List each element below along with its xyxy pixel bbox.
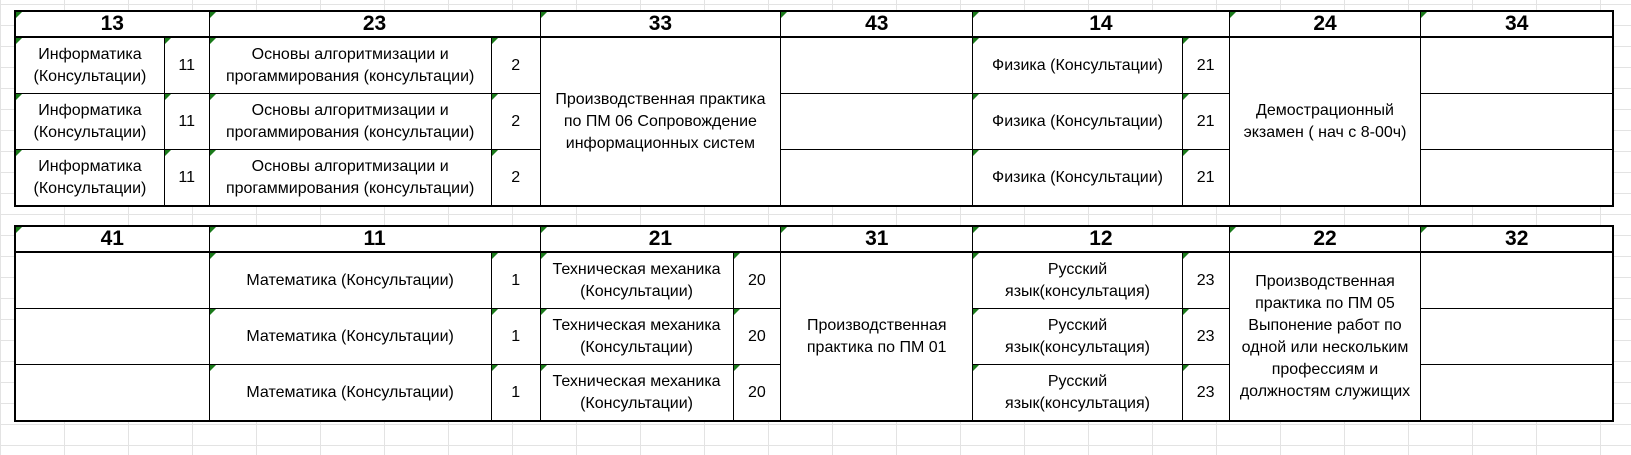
cell-comment-marker	[492, 365, 498, 371]
subject-cell[interactable]: Физика (Консультации)	[973, 150, 1183, 207]
cell-comment-marker	[973, 12, 979, 18]
cell-comment-marker	[210, 227, 216, 233]
empty-cell[interactable]	[1421, 365, 1613, 422]
cell-comment-marker	[541, 12, 547, 18]
cell-comment-marker	[734, 309, 740, 315]
room-cell[interactable]: 20	[733, 252, 781, 309]
cell-comment-marker	[1421, 227, 1427, 233]
empty-cell[interactable]	[15, 365, 209, 422]
room-cell[interactable]: 2	[491, 37, 540, 94]
subject-cell[interactable]: Физика (Консультации)	[973, 37, 1183, 94]
cell-comment-marker	[1183, 94, 1189, 100]
empty-cell[interactable]	[1421, 37, 1613, 94]
cell-comment-marker	[1230, 227, 1236, 233]
cell-comment-marker	[492, 38, 498, 44]
cell-comment-marker	[973, 94, 979, 100]
cell-comment-marker	[165, 150, 171, 156]
cell-comment-marker	[1183, 38, 1189, 44]
subject-cell[interactable]: Русский язык(консультация)	[973, 252, 1183, 309]
cell-comment-marker	[16, 227, 22, 233]
cell-comment-marker	[973, 309, 979, 315]
cell-comment-marker	[781, 227, 787, 233]
cell-comment-marker	[734, 253, 740, 259]
room-cell[interactable]: 23	[1182, 309, 1229, 365]
room-cell[interactable]: 11	[164, 37, 209, 94]
group-header[interactable]: 22	[1229, 226, 1421, 252]
empty-cell[interactable]	[1421, 94, 1613, 150]
cell-comment-marker	[1183, 150, 1189, 156]
group-header[interactable]: 32	[1421, 226, 1613, 252]
subject-cell[interactable]: Информатика (Консультации)	[15, 94, 164, 150]
merged-practice-cell[interactable]: Производственная практика по ПМ 06 Сопровождение информационных систем	[540, 37, 781, 206]
merged-practice-cell[interactable]: Производственная практика по ПМ 05 Выпонение работ по одной или нескольким профессиям и должностям служищих	[1229, 252, 1421, 421]
subject-cell[interactable]: Основы алгоритмизации и прогаммирования (консультации)	[209, 94, 491, 150]
empty-cell[interactable]	[1421, 309, 1613, 365]
cell-comment-marker	[165, 38, 171, 44]
group-header[interactable]: 21	[540, 226, 781, 252]
subject-cell[interactable]: Русский язык(консультация)	[973, 365, 1183, 422]
empty-cell[interactable]	[781, 94, 973, 150]
subject-cell[interactable]: Техническая механика (Консультации)	[540, 365, 733, 422]
subject-cell[interactable]: Математика (Консультации)	[209, 309, 491, 365]
cell-comment-marker	[973, 365, 979, 371]
cell-comment-marker	[1183, 253, 1189, 259]
group-header[interactable]: 33	[540, 11, 781, 37]
schedule-row	[15, 252, 1613, 309]
cell-comment-marker	[541, 365, 547, 371]
group-header[interactable]: 12	[973, 226, 1229, 252]
room-cell[interactable]: 20	[733, 365, 781, 422]
cell-comment-marker	[973, 227, 979, 233]
room-cell[interactable]: 23	[1182, 365, 1229, 422]
group-header[interactable]: 31	[781, 226, 973, 252]
cell-comment-marker	[210, 12, 216, 18]
group-header[interactable]: 23	[209, 11, 540, 37]
room-cell[interactable]: 2	[491, 94, 540, 150]
schedule-block-bottom	[14, 225, 1614, 422]
room-cell[interactable]: 20	[733, 309, 781, 365]
header-row	[15, 226, 1613, 252]
cell-comment-marker	[210, 150, 216, 156]
room-cell[interactable]: 21	[1182, 150, 1229, 207]
cell-comment-marker	[210, 253, 216, 259]
room-cell[interactable]: 11	[164, 150, 209, 207]
room-cell[interactable]: 21	[1182, 37, 1229, 94]
subject-cell[interactable]: Информатика (Консультации)	[15, 37, 164, 94]
group-header[interactable]: 11	[209, 226, 540, 252]
cell-comment-marker	[492, 253, 498, 259]
cell-comment-marker	[1183, 309, 1189, 315]
cell-comment-marker	[16, 94, 22, 100]
schedule-block-top	[14, 10, 1614, 207]
empty-cell[interactable]	[781, 150, 973, 207]
room-cell[interactable]: 11	[164, 94, 209, 150]
cell-comment-marker	[541, 253, 547, 259]
empty-cell[interactable]	[1421, 252, 1613, 309]
cell-comment-marker	[1183, 365, 1189, 371]
subject-cell[interactable]: Информатика (Консультации)	[15, 150, 164, 207]
cell-comment-marker	[16, 12, 22, 18]
group-header[interactable]: 43	[781, 11, 973, 37]
empty-cell[interactable]	[15, 309, 209, 365]
cell-comment-marker	[165, 94, 171, 100]
cell-comment-marker	[973, 253, 979, 259]
room-cell[interactable]: 1	[491, 252, 540, 309]
empty-cell[interactable]	[1421, 150, 1613, 207]
subject-cell[interactable]: Техническая механика (Консультации)	[540, 252, 733, 309]
cell-comment-marker	[492, 309, 498, 315]
subject-cell[interactable]: Основы алгоритмизации и прогаммирования (консультации)	[209, 150, 491, 207]
cell-comment-marker	[973, 150, 979, 156]
cell-comment-marker	[541, 309, 547, 315]
header-row	[15, 11, 1613, 37]
subject-cell[interactable]: Русский язык(консультация)	[973, 309, 1183, 365]
group-header[interactable]: 13	[15, 11, 209, 37]
group-header[interactable]: 34	[1421, 11, 1613, 37]
group-header[interactable]: 41	[15, 226, 209, 252]
empty-cell[interactable]	[15, 252, 209, 309]
subject-cell[interactable]: Техническая механика (Консультации)	[540, 309, 733, 365]
cell-comment-marker	[16, 38, 22, 44]
merged-practice-cell[interactable]: Производственная практика по ПМ 01	[781, 252, 973, 421]
subject-cell[interactable]: Основы алгоритмизации и прогаммирования (консультации)	[209, 37, 491, 94]
cell-comment-marker	[210, 365, 216, 371]
subject-cell[interactable]: Математика (Консультации)	[209, 365, 491, 422]
room-cell[interactable]: 1	[491, 365, 540, 422]
schedule-row	[15, 37, 1613, 94]
group-header[interactable]: 14	[973, 11, 1229, 37]
cell-comment-marker	[210, 94, 216, 100]
subject-cell[interactable]: Математика (Консультации)	[209, 252, 491, 309]
cell-comment-marker	[210, 38, 216, 44]
room-cell[interactable]: 1	[491, 309, 540, 365]
cell-comment-marker	[492, 94, 498, 100]
cell-comment-marker	[973, 38, 979, 44]
cell-comment-marker	[492, 150, 498, 156]
empty-cell[interactable]	[781, 37, 973, 94]
room-cell[interactable]: 23	[1182, 252, 1229, 309]
subject-cell[interactable]: Физика (Консультации)	[973, 94, 1183, 150]
room-cell[interactable]: 2	[491, 150, 540, 207]
cell-comment-marker	[16, 150, 22, 156]
cell-comment-marker	[1421, 12, 1427, 18]
group-header[interactable]: 24	[1229, 11, 1421, 37]
cell-comment-marker	[734, 365, 740, 371]
cell-comment-marker	[1230, 12, 1236, 18]
room-cell[interactable]: 21	[1182, 94, 1229, 150]
cell-comment-marker	[541, 227, 547, 233]
cell-comment-marker	[210, 309, 216, 315]
merged-exam-cell[interactable]: Демострационный экзамен ( нач с 8-00ч)	[1229, 37, 1421, 206]
cell-comment-marker	[781, 12, 787, 18]
